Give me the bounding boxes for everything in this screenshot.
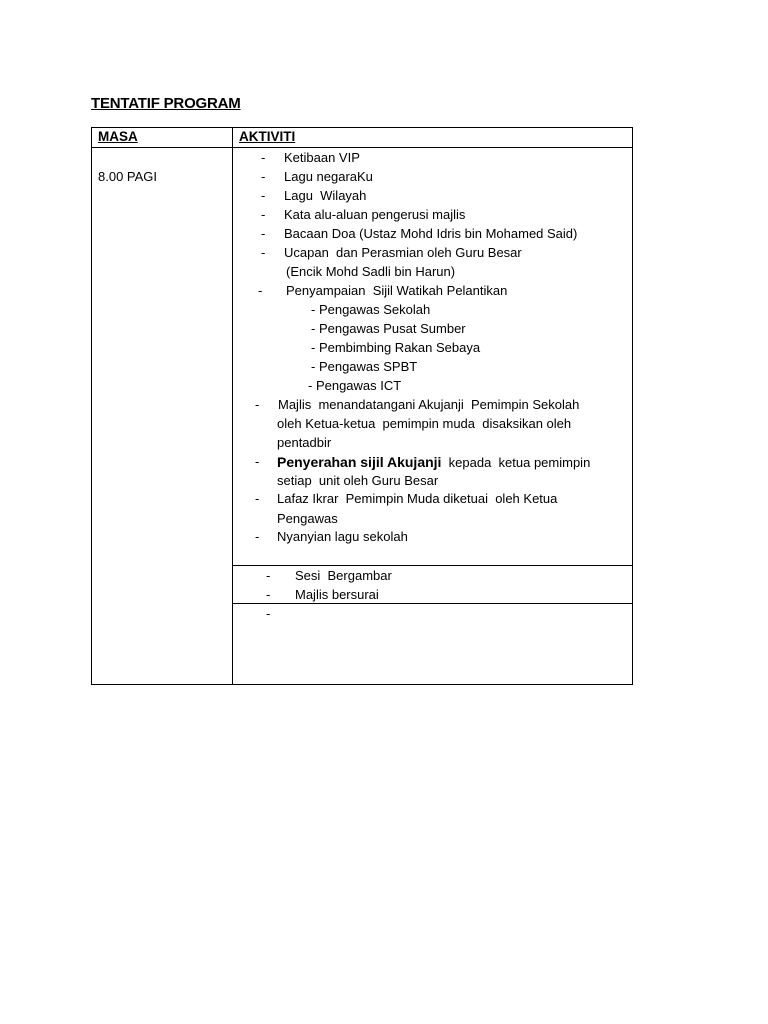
list-dash: - <box>255 397 260 412</box>
list-dash: - <box>261 150 266 165</box>
section-divider-2 <box>232 603 633 604</box>
list-dash: - <box>266 587 271 602</box>
list-dash: - <box>255 454 260 469</box>
list-dash: - <box>266 568 271 583</box>
program-table <box>91 127 633 685</box>
list-item: Lagu negaraKu <box>284 169 373 184</box>
header-aktiviti: AKTIVITI <box>239 129 296 144</box>
list-dash: - <box>261 245 266 260</box>
list-dash: - <box>255 529 260 544</box>
list-item: Lafaz Ikrar Pemimpin Muda diketuai oleh Ketua <box>277 491 558 506</box>
sub-list-item: - Pengawas Sekolah <box>311 302 431 317</box>
list-dash: - <box>266 606 271 621</box>
list-dash: - <box>258 283 263 298</box>
list-item: Lagu Wilayah <box>284 188 367 203</box>
section-divider-1 <box>232 565 633 566</box>
sub-list-item: - Pengawas ICT <box>308 378 402 393</box>
list-item-continuation: Pengawas <box>277 511 338 526</box>
header-row-divider <box>92 147 632 148</box>
list-item: Nyanyian lagu sekolah <box>277 529 408 544</box>
list-item: Kata alu-aluan pengerusi majlis <box>284 207 466 222</box>
list-item-bold: Penyerahan sijil Akujanji <box>277 454 442 470</box>
list-item: Sesi Bergambar <box>295 568 392 583</box>
list-item: Penyampaian Sijil Watikah Pelantikan <box>286 283 508 298</box>
list-item-continuation: setiap unit oleh Guru Besar <box>277 473 439 488</box>
list-dash: - <box>261 169 266 184</box>
sub-list-item: - Pengawas SPBT <box>311 359 418 374</box>
sub-list-item: - Pengawas Pusat Sumber <box>311 321 466 336</box>
list-dash: - <box>261 188 266 203</box>
list-dash: - <box>261 226 266 241</box>
list-dash: - <box>255 491 260 506</box>
list-item: Bacaan Doa (Ustaz Mohd Idris bin Mohamed Said) <box>284 226 578 241</box>
page-title: TENTATIF PROGRAM <box>91 95 241 112</box>
list-dash: - <box>261 207 266 222</box>
list-item: Ucapan dan Perasmian oleh Guru Besar <box>284 245 522 260</box>
list-item <box>277 453 590 472</box>
list-item-continuation: pentadbir <box>277 435 332 450</box>
list-item-rest: kepada ketua pemimpin <box>441 455 591 470</box>
time-value: 8.00 PAGI <box>98 169 158 184</box>
list-item: Ketibaan VIP <box>284 150 360 165</box>
header-masa: MASA <box>98 129 138 144</box>
sub-list-item: - Pembimbing Rakan Sebaya <box>311 340 481 355</box>
list-item-continuation: (Encik Mohd Sadli bin Harun) <box>286 264 456 279</box>
list-item: Majlis menandatangani Akujanji Pemimpin Sekolah <box>278 397 580 412</box>
list-item: Majlis bersurai <box>295 587 379 602</box>
column-divider <box>232 128 233 684</box>
list-item-continuation: oleh Ketua-ketua pemimpin muda disaksikan oleh <box>277 416 572 431</box>
